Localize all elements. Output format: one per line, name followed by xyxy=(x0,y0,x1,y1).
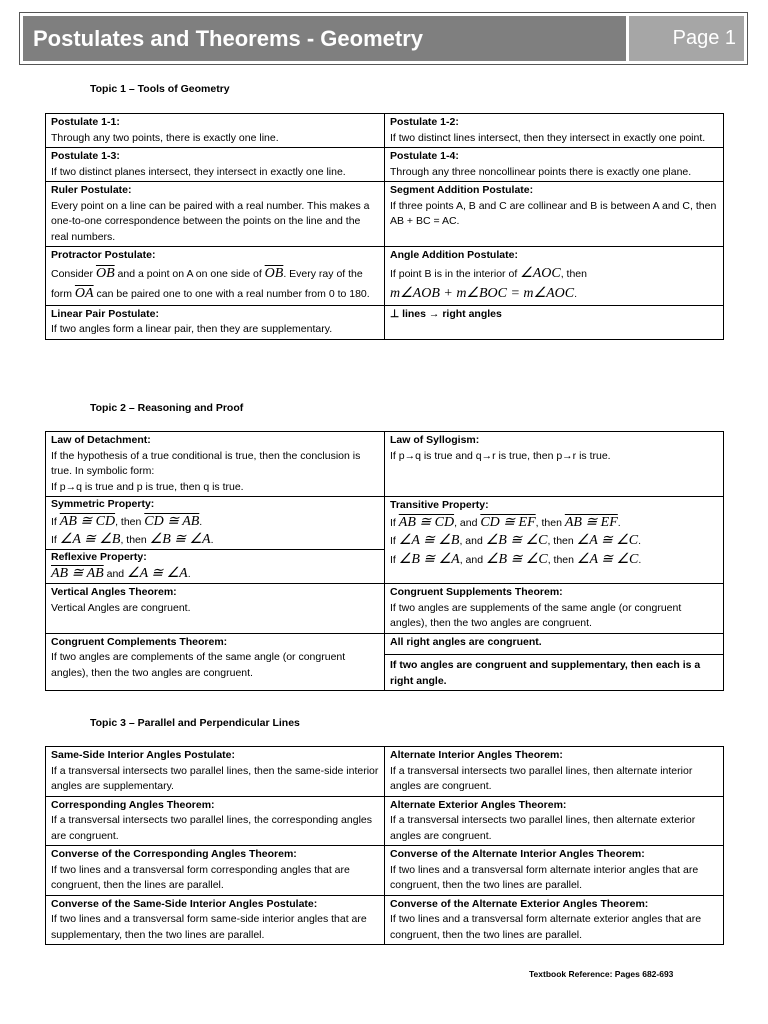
same-side-interior-angles-postulate: Same-Side Interior Angles Postulate: If a transversal intersects two parallel lines, then the same-side interior angles are supplementary. xyxy=(46,747,385,797)
page-number: Page 1 xyxy=(629,16,744,61)
transitive-property: Transitive Property: If AB ≅ CD, and CD ≅ EF, then AB ≅ EF. If ∠A ≅ ∠B, and ∠B ≅ ∠C, then ∠A ≅ ∠C. If ∠B ≅ ∠A, and ∠B ≅ ∠C, then ∠A ≅ ∠C. xyxy=(385,497,724,584)
congruent-supplements-theorem: Congruent Supplements Theorem: If two angles are supplements of the same angle (or congruent angles), then the two angles are congruent. xyxy=(385,584,724,634)
page-title: Postulates and Theorems - Geometry xyxy=(23,16,626,61)
symmetric-property: Symmetric Property: If AB ≅ CD, then CD ≅ AB. If ∠A ≅ ∠B, then ∠B ≅ ∠A. xyxy=(51,498,214,547)
reflexive-property: Reflexive Property: AB ≅ AB and ∠A ≅ ∠A. xyxy=(46,549,384,584)
postulate-1-2: Postulate 1-2: If two distinct lines intersect, then they intersect in exactly one point. xyxy=(385,114,724,148)
symmetric-reflexive-cell xyxy=(46,497,385,584)
converse-corresponding-angles-theorem: Converse of the Corresponding Angles Theorem: If two lines and a transversal form corresponding angles that are congruent, then the lines are parallel. xyxy=(46,846,385,896)
converse-alternate-exterior-angles-theorem: Converse of the Alternate Exterior Angles Theorem: If two lines and a transversal form alternate exterior angles that are congruent, then the two lines are parallel. xyxy=(385,895,724,945)
topic-2-table xyxy=(45,431,724,691)
alternate-exterior-angles-theorem: Alternate Exterior Angles Theorem: If a transversal intersects two parallel lines, then alternate exterior angles are congruent. xyxy=(385,796,724,846)
postulate-1-1: Postulate 1-1: Through any two points, there is exactly one line. xyxy=(46,114,385,148)
linear-pair-postulate: Linear Pair Postulate: If two angles form a linear pair, then they are supplementary. xyxy=(46,305,385,339)
vertical-angles-theorem: Vertical Angles Theorem: Vertical Angles are congruent. xyxy=(46,584,385,634)
converse-alternate-interior-angles-theorem: Converse of the Alternate Interior Angles Theorem: If two lines and a transversal form alternate interior angles that are congruent, then the two lines are parallel. xyxy=(385,846,724,896)
congruent-complements-theorem: Congruent Complements Theorem: If two angles are complements of the same angle (or congruent angles), then the two angles are congruent. xyxy=(46,633,385,691)
ruler-postulate: Ruler Postulate: Every point on a line can be paired with a real number. This makes a one-to-one correspondence between the points on the line and the real numbers. xyxy=(46,182,385,247)
page-header xyxy=(19,12,748,65)
topic-1-heading: Topic 1 – Tools of Geometry xyxy=(90,83,230,95)
topic-3-heading: Topic 3 – Parallel and Perpendicular Lines xyxy=(90,717,300,729)
converse-same-side-interior-angles-postulate: Converse of the Same-Side Interior Angles Postulate: If two lines and a transversal form same-side interior angles that are supplementary, then the two lines are parallel. xyxy=(46,895,385,945)
perpendicular-lines-note: ⊥ lines → right angles xyxy=(385,305,724,339)
topic-1-table xyxy=(45,113,724,340)
alternate-interior-angles-theorem: Alternate Interior Angles Theorem: If a transversal intersects two parallel lines, then alternate interior angles are congruent. xyxy=(385,747,724,797)
postulate-1-3: Postulate 1-3: If two distinct planes intersect, they intersect in exactly one line. xyxy=(46,148,385,182)
law-of-detachment: Law of Detachment: If the hypothesis of a true conditional is true, then the conclusion is true. In symbolic form: If p→q is true and p is true, then q is true. xyxy=(46,432,385,497)
segment-addition-postulate: Segment Addition Postulate: If three points A, B and C are collinear and B is between A and C, then AB + BC = AC. xyxy=(385,182,724,247)
right-angles-congruent: All right angles are congruent. xyxy=(390,635,542,648)
congruent-supplementary-right-angle: If two angles are congruent and supplementary, then each is a right angle. xyxy=(385,654,723,690)
topic-2-heading: Topic 2 – Reasoning and Proof xyxy=(90,402,244,414)
corresponding-angles-theorem: Corresponding Angles Theorem: If a transversal intersects two parallel lines, the corresponding angles are congruent. xyxy=(46,796,385,846)
topic-3-table xyxy=(45,746,724,945)
law-of-syllogism: Law of Syllogism: If p→q is true and q→r is true, then p→r is true. xyxy=(385,432,724,497)
protractor-postulate: Protractor Postulate: Consider $\overline{OB}$ and a point on A on one side of $\overline{OB}$. Every ray of the form $\overline{OA}$ can be paired one to one with a real number from 0 to 180. xyxy=(46,247,385,306)
angle-addition-postulate: Angle Addition Postulate: If point B is in the interior of ∠AOC, then m∠AOB + m∠BOC = m∠AOC. xyxy=(385,247,724,306)
right-angle-theorems-cell xyxy=(385,633,724,691)
postulate-1-4: Postulate 1-4: Through any three noncollinear points there is exactly one plane. xyxy=(385,148,724,182)
textbook-reference: Textbook Reference: Pages 682-693 xyxy=(529,969,674,979)
